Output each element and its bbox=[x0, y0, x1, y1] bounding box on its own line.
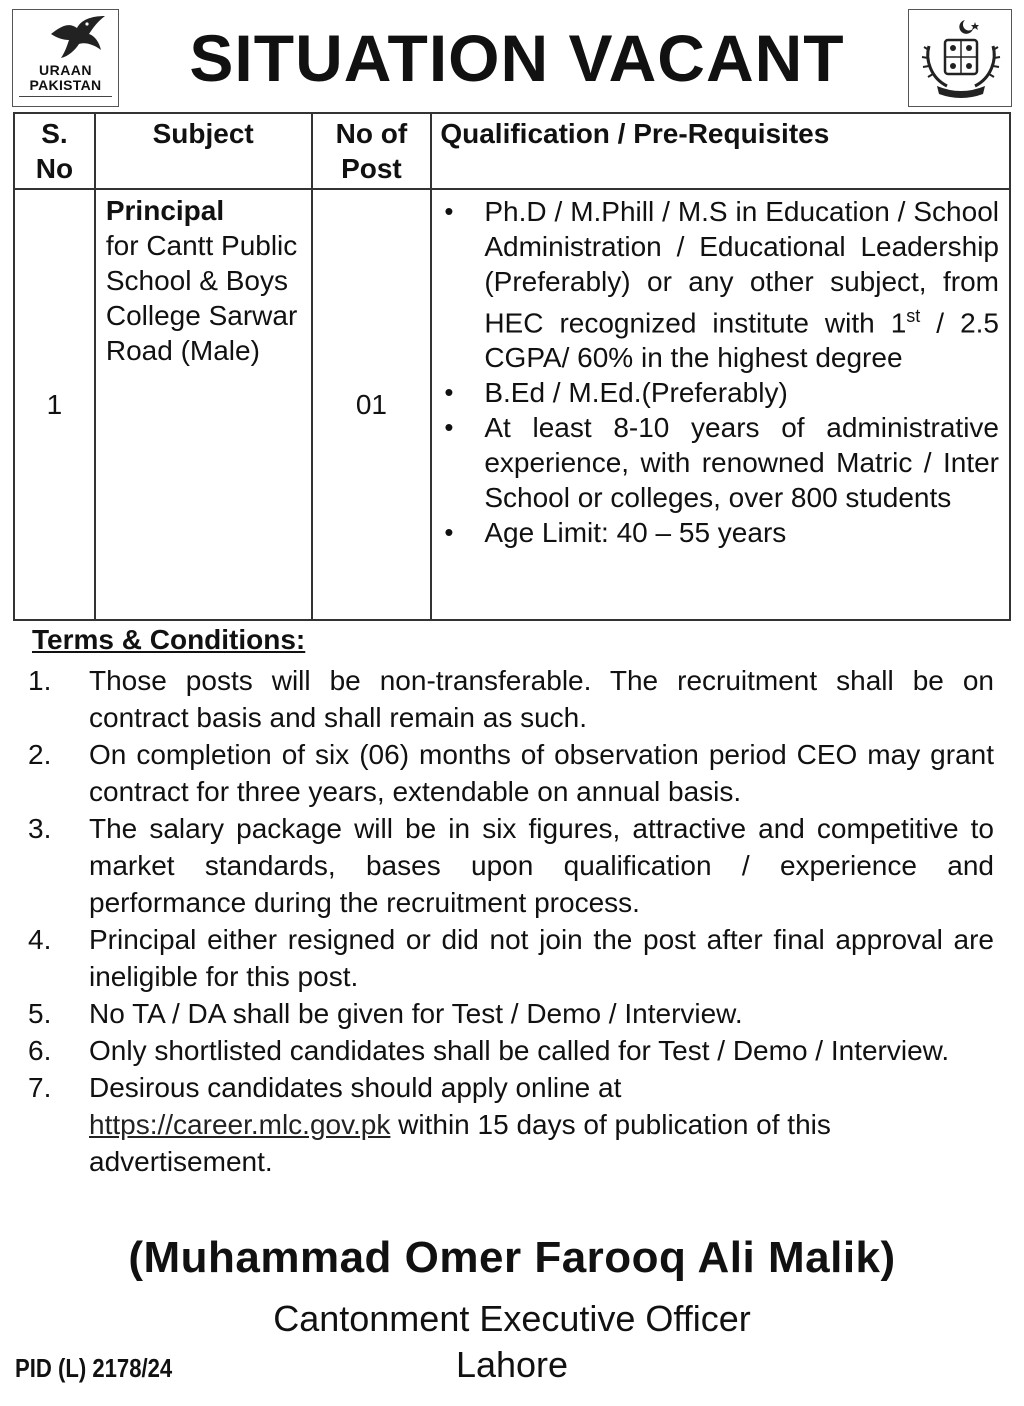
qualification-item bbox=[438, 375, 999, 410]
eagle-icon bbox=[47, 14, 109, 60]
table-row bbox=[14, 189, 1010, 620]
serial-number-cell: 1 bbox=[14, 189, 95, 620]
term-text: Principal either resigned or did not join the post after final approval are ineligible for this post. bbox=[89, 924, 994, 992]
term-number: 7. bbox=[28, 1072, 52, 1103]
qualification-text: B.Ed / M.Ed.(Preferably) bbox=[484, 377, 788, 409]
bullet-icon: • bbox=[444, 196, 454, 226]
bullet-icon: • bbox=[444, 377, 454, 408]
vacancy-table bbox=[13, 112, 1011, 621]
term-item bbox=[28, 736, 994, 810]
career-portal-link[interactable]: https://career.mlc.gov.pk bbox=[89, 1109, 391, 1140]
qualification-list bbox=[438, 194, 999, 550]
qualification-item bbox=[438, 410, 999, 515]
term-item bbox=[28, 662, 994, 736]
column-header-sno: S. No bbox=[14, 113, 95, 189]
post-title: Principal bbox=[105, 195, 225, 226]
logo-divider bbox=[19, 96, 112, 97]
terms-heading: Terms & Conditions: bbox=[32, 624, 306, 655]
column-header-posts: No of Post bbox=[312, 113, 432, 189]
qualification-item bbox=[438, 194, 999, 375]
term-item bbox=[28, 921, 994, 995]
bullet-icon: • bbox=[444, 412, 454, 443]
table-header-row bbox=[14, 113, 1010, 189]
signatory-name: (Muhammad Omer Farooq Ali Malik) bbox=[128, 1233, 896, 1282]
qualification-text: At least 8-10 years of administrative experience, with renowned Matric / Inter School or colleges, over 800 students bbox=[484, 412, 999, 514]
term-text: Desirous candidates should apply online at bbox=[89, 1072, 622, 1103]
pid-number: PID (L) 2178/24 bbox=[15, 1353, 173, 1383]
term-text: No TA / DA shall be given for Test / Demo / Interview. bbox=[89, 998, 743, 1029]
government-crest-logo bbox=[908, 9, 1012, 107]
qualification-cell bbox=[431, 189, 1010, 620]
term-number: 5. bbox=[28, 998, 52, 1029]
term-number: 4. bbox=[28, 924, 52, 955]
term-number: 1. bbox=[28, 665, 52, 696]
logo-line-1: URAAN bbox=[38, 62, 93, 78]
column-header-qualification: Qualification / Pre-Requisites bbox=[431, 113, 1010, 189]
term-item bbox=[28, 1032, 994, 1069]
term-number: 6. bbox=[28, 1035, 52, 1066]
signatory-designation: Cantonment Executive Officer bbox=[273, 1298, 751, 1339]
subject-cell bbox=[95, 189, 312, 620]
uraan-pakistan-logo bbox=[12, 9, 119, 107]
qualification-text: Ph.D / M.Phill / M.S in Education / School Administration / Educational Leadership (Preferably) or any other subject, from HEC recognized institute with 1 bbox=[484, 196, 999, 339]
bullet-icon: • bbox=[444, 517, 454, 548]
term-text-end: within 15 days of publication of this advertisement. bbox=[89, 1109, 831, 1177]
term-number: 3. bbox=[28, 813, 52, 844]
term-text: The salary package will be in six figures, attractive and competitive to market standards, bases upon qualification / experience and performance during the recruitment process. bbox=[89, 813, 994, 918]
term-item bbox=[28, 1069, 994, 1180]
signatory-city: Lahore bbox=[455, 1344, 569, 1385]
qualification-item bbox=[438, 515, 999, 550]
term-text: Only shortlisted candidates shall be called for Test / Demo / Interview. bbox=[89, 1035, 950, 1066]
page-title: SITUATION VACANT bbox=[189, 21, 845, 95]
term-text: Those posts will be non-transferable. The recruitment shall be on contract basis and shall remain as such. bbox=[89, 665, 994, 733]
logo-line-2: PAKISTAN bbox=[29, 77, 102, 93]
ordinal-suffix: st bbox=[906, 306, 921, 326]
terms-list bbox=[28, 662, 994, 1180]
number-of-posts-cell: 01 bbox=[312, 189, 432, 620]
column-header-subject: Subject bbox=[95, 113, 312, 189]
qualification-text-end: / 2.5 CGPA/ 60% in the highest degree bbox=[484, 307, 999, 374]
post-detail: for Cantt Public School & Boys College Sarwar Road (Male) bbox=[105, 230, 298, 366]
term-text: On completion of six (06) months of observation period CEO may grant contract for three years, extendable on annual basis. bbox=[89, 739, 994, 807]
government-crest-icon bbox=[919, 16, 1003, 102]
term-item bbox=[28, 810, 994, 921]
term-item bbox=[28, 995, 994, 1032]
term-number: 2. bbox=[28, 739, 52, 770]
qualification-text: Age Limit: 40 – 55 years bbox=[484, 517, 787, 549]
